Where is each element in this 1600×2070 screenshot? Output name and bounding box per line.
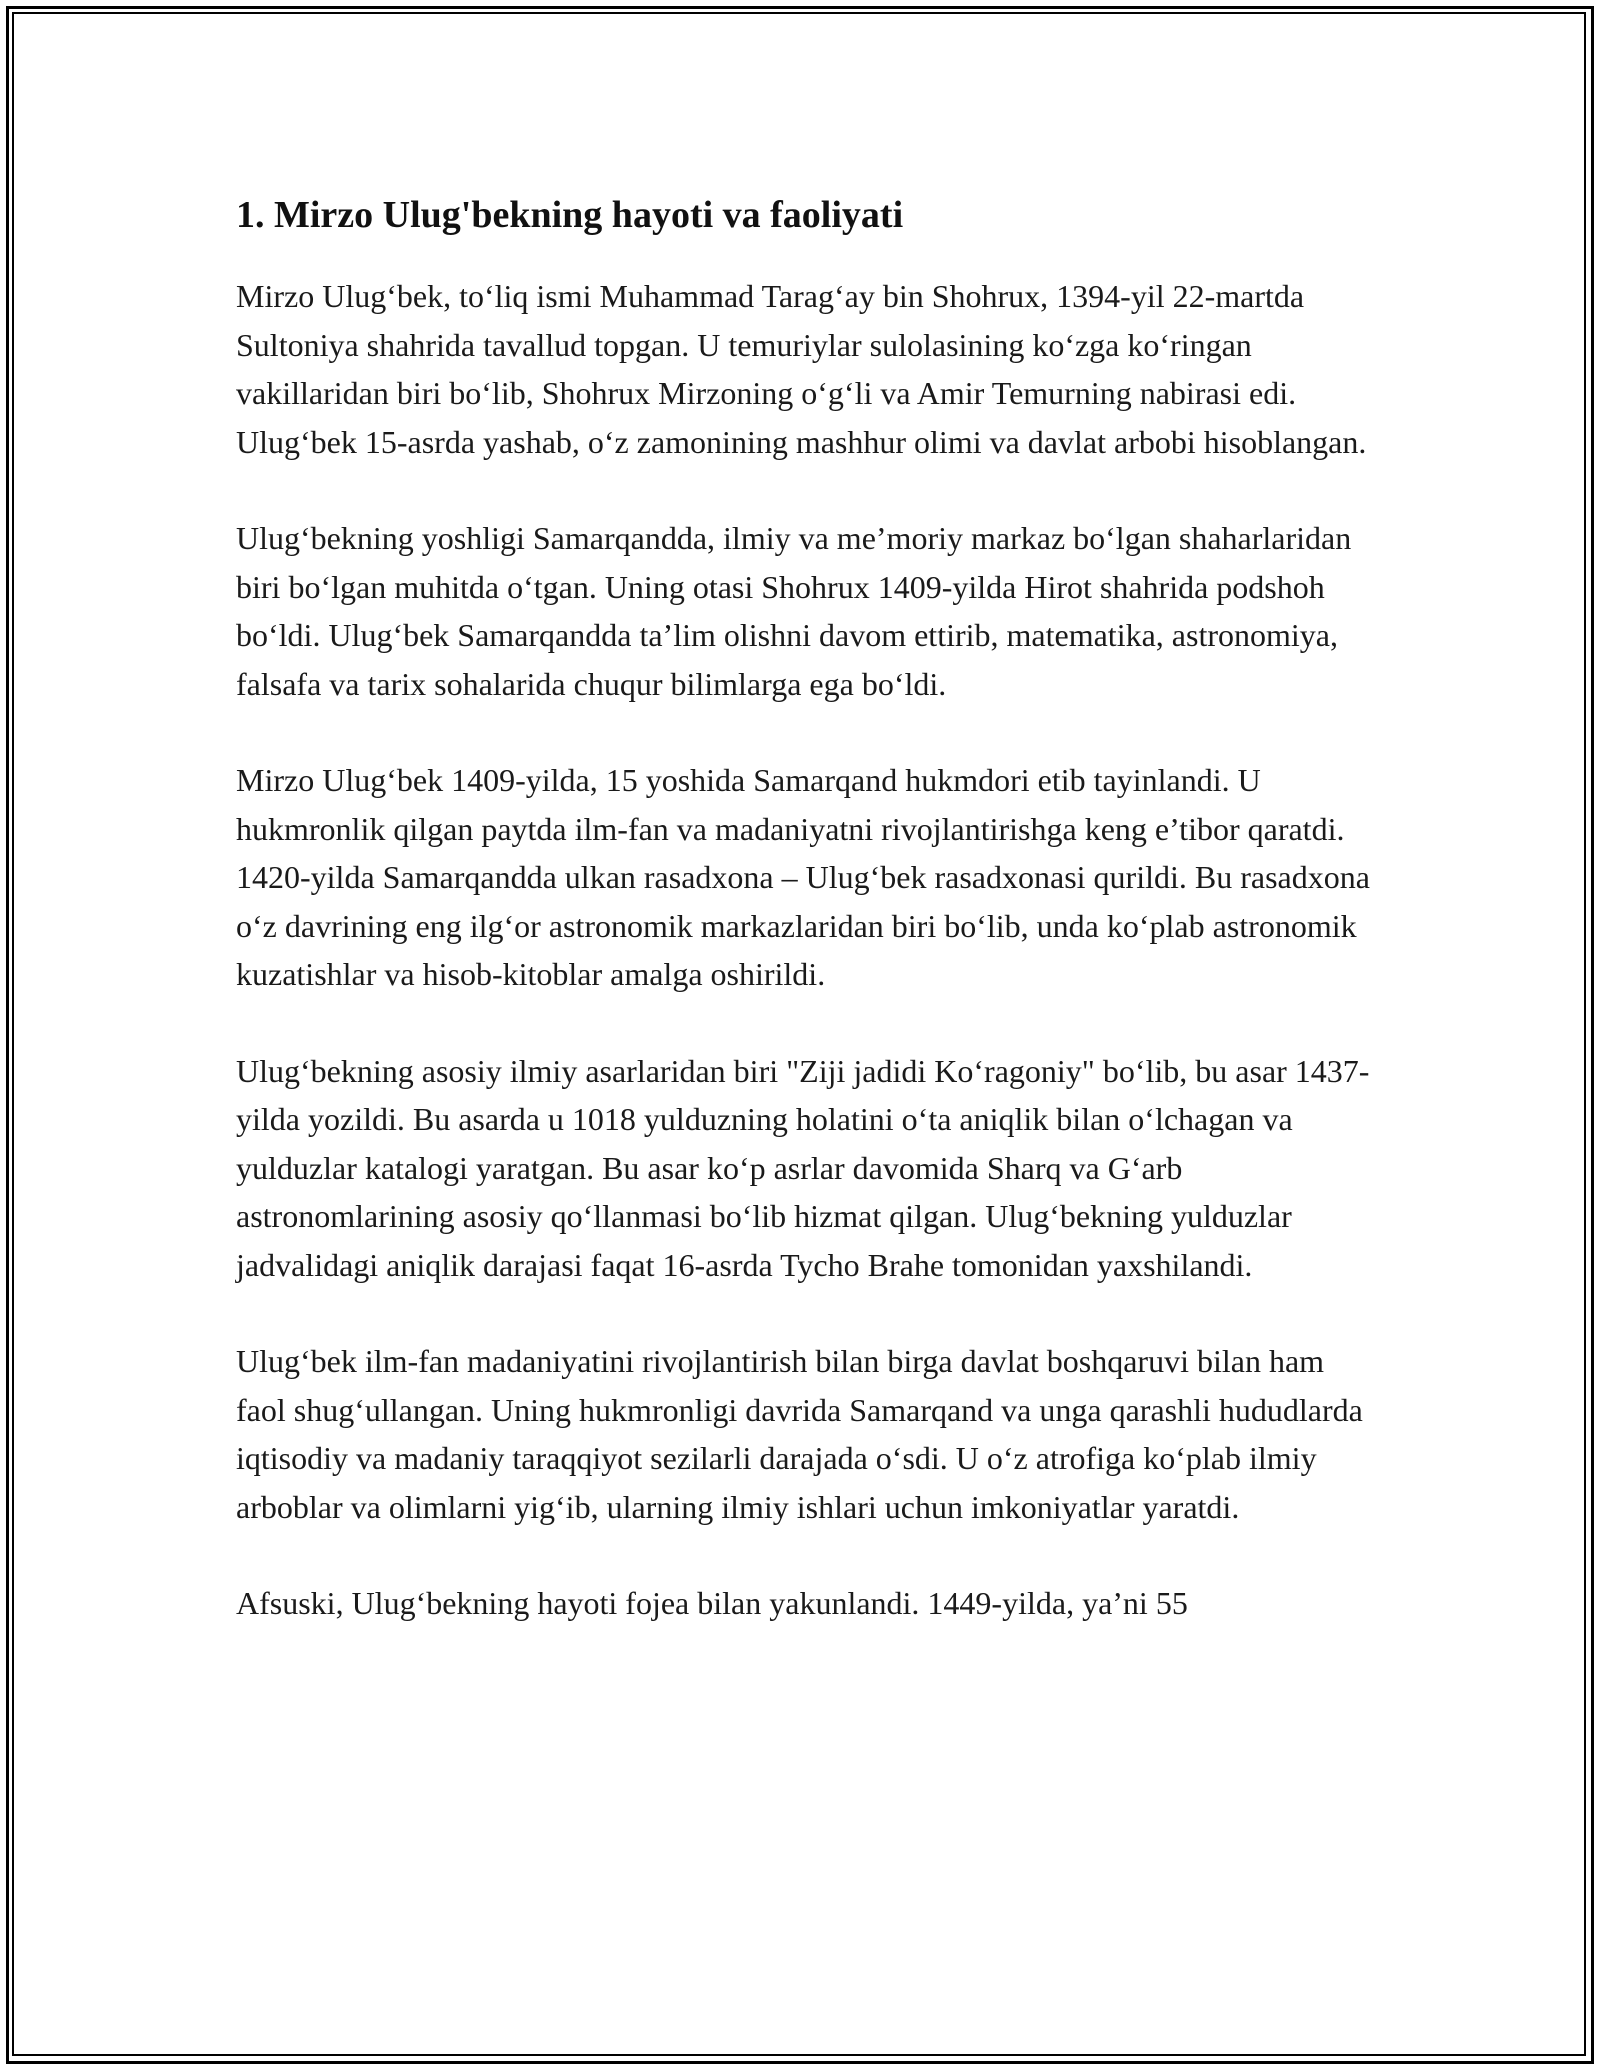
- document-body: [236, 186, 1376, 1676]
- paragraph-works: Ulug‘bekning asosiy ilmiy asarlaridan biri "Ziji jadidi Ko‘ragoniy" bo‘lib, bu asar 1437-yilda yozildi. Bu asarda u 1018 yulduzning holatini o‘ta aniqlik bilan o‘lchagan va yulduzlar katalogi yaratgan. Bu asar ko‘p asrlar davomida Sharq va G‘arb astronomlarining asosiy qo‘llanmasi bo‘lib hizmat qilgan. Ulug‘bekning yulduzlar jadvalidagi aniqlik darajasi faqat 16-asrda Tycho Brahe tomonidan yaxshilandi.: [236, 1052, 1370, 1283]
- paragraph-governance: Ulug‘bek ilm-fan madaniyatini rivojlantirish bilan birga davlat boshqaruvi bilan ham faol shug‘ullangan. Uning hukmronligi davrida Samarqand va unga qarashli hududlarda iqtisodiy va madaniy taraqqiyot sezilarli darajada o‘sdi. U o‘z atrofiga ko‘plab ilmiy arboblar va olimlarni yig‘ib, ularning ilmiy ishlari uchun imkoniyatlar yaratdi.: [236, 1343, 1363, 1525]
- paragraph-birth: Mirzo Ulug‘bek, to‘liq ismi Muhammad Tarag‘ay bin Shohrux, 1394-yil 22-martda Sultoniya shahrida tavallud topgan. U temuriylar sulolasining ko‘zga ko‘ringan vakillaridan biri bo‘lib, Shohrux Mirzoning o‘g‘li va Amir Temurning nabirasi edi. Ulug‘bek 15-asrda yashab, o‘z zamonining mashhur olimi va davlat arbobi hisoblangan.: [236, 278, 1367, 460]
- paragraph-death: Afsuski, Ulug‘bekning hayoti fojea bilan yakunlandi. 1449-yilda, ya’ni 55: [236, 1585, 1188, 1621]
- paragraph-youth: Ulug‘bekning yoshligi Samarqandda, ilmiy va me’moriy markaz bo‘lgan shaharlaridan biri bo‘lgan muhitda o‘tgan. Uning otasi Shohrux 1409-yilda Hirot shahrida podshoh bo‘ldi. Ulug‘bek Samarqandda ta’lim olishni davom ettirib, matematika, astronomiya, falsafa va tarix sohalarida chuqur bilimlarga ega bo‘ldi.: [236, 520, 1352, 702]
- section-heading: 1. Mirzo Ulug'bekning hayoti va faoliyati: [236, 194, 904, 236]
- paragraph-rule: Mirzo Ulug‘bek 1409-yilda, 15 yoshida Samarqand hukmdori etib tayinlandi. U hukmronlik qilgan paytda ilm-fan va madaniyatni rivojlantirishga keng e’tibor qaratdi. 1420-yilda Samarqandda ulkan rasadxona – Ulug‘bek rasadxonasi qurildi. Bu rasadxona o‘z davrining eng ilg‘or astronomik markazlaridan biri bo‘lib, unda ko‘plab astronomik kuzatishlar va hisob-kitoblar amalga oshirildi.: [236, 762, 1370, 992]
